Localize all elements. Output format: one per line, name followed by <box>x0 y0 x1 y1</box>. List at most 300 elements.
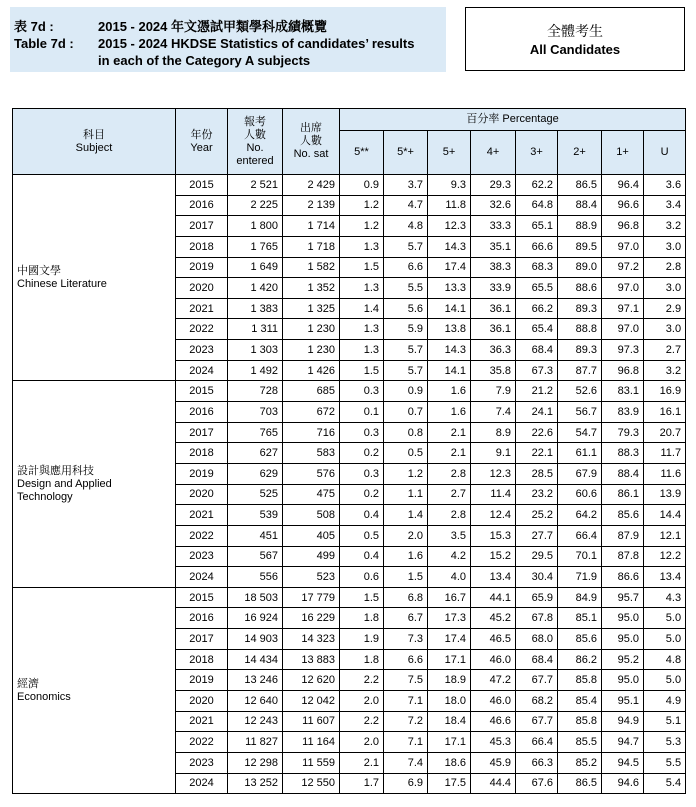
table-label-zh: 表 7d : <box>14 19 54 34</box>
value-cell: 89.0 <box>558 257 602 278</box>
value-cell: 6.6 <box>384 257 428 278</box>
value-cell: 451 <box>228 525 283 546</box>
year-cell: 2017 <box>176 629 228 650</box>
value-cell: 87.9 <box>602 525 644 546</box>
value-cell: 95.7 <box>602 587 644 608</box>
value-cell: 475 <box>283 484 340 505</box>
value-cell: 97.0 <box>602 319 644 340</box>
value-cell: 66.4 <box>516 732 558 753</box>
value-cell: 65.1 <box>516 216 558 237</box>
value-cell: 2.2 <box>340 670 384 691</box>
value-cell: 22.1 <box>516 443 558 464</box>
value-cell: 1 230 <box>283 340 340 361</box>
value-cell: 95.0 <box>602 608 644 629</box>
value-cell: 12.1 <box>644 525 686 546</box>
value-cell: 5.5 <box>644 752 686 773</box>
year-cell: 2019 <box>176 463 228 484</box>
value-cell: 13 883 <box>283 649 340 670</box>
year-cell: 2016 <box>176 195 228 216</box>
value-cell: 2.7 <box>644 340 686 361</box>
value-cell: 5.7 <box>384 360 428 381</box>
value-cell: 4.2 <box>428 546 471 567</box>
value-cell: 89.5 <box>558 236 602 257</box>
value-cell: 14.1 <box>428 360 471 381</box>
value-cell: 0.2 <box>340 443 384 464</box>
value-cell: 1.5 <box>340 257 384 278</box>
value-cell: 97.0 <box>602 278 644 299</box>
sat-header-zh-2: 人數 <box>300 135 322 147</box>
value-cell: 17.3 <box>428 608 471 629</box>
value-cell: 1.8 <box>340 649 384 670</box>
value-cell: 35.1 <box>471 236 516 257</box>
value-cell: 15.3 <box>471 525 516 546</box>
value-cell: 1.2 <box>384 463 428 484</box>
table-body <box>13 175 686 794</box>
grade-header: U <box>644 131 686 175</box>
value-cell: 68.4 <box>516 340 558 361</box>
value-cell: 38.3 <box>471 257 516 278</box>
value-cell: 46.6 <box>471 711 516 732</box>
value-cell: 71.9 <box>558 567 602 588</box>
value-cell: 3.6 <box>644 175 686 196</box>
value-cell: 7.4 <box>384 752 428 773</box>
value-cell: 89.3 <box>558 298 602 319</box>
value-cell: 11.4 <box>471 484 516 505</box>
value-cell: 16.1 <box>644 402 686 423</box>
year-cell: 2021 <box>176 298 228 319</box>
value-cell: 567 <box>228 546 283 567</box>
subject-cell <box>13 587 176 793</box>
value-cell: 85.6 <box>558 629 602 650</box>
value-cell: 1 492 <box>228 360 283 381</box>
value-cell: 1.9 <box>340 629 384 650</box>
value-cell: 66.4 <box>558 525 602 546</box>
year-cell: 2023 <box>176 340 228 361</box>
value-cell: 2 139 <box>283 195 340 216</box>
sat-header <box>283 109 340 175</box>
value-cell: 2.0 <box>384 525 428 546</box>
value-cell: 44.1 <box>471 587 516 608</box>
year-cell: 2020 <box>176 691 228 712</box>
value-cell: 33.3 <box>471 216 516 237</box>
value-cell: 1 649 <box>228 257 283 278</box>
value-cell: 1 582 <box>283 257 340 278</box>
value-cell: 85.1 <box>558 608 602 629</box>
value-cell: 716 <box>283 422 340 443</box>
value-cell: 18.6 <box>428 752 471 773</box>
value-cell: 11 607 <box>283 711 340 732</box>
grade-header: 5+ <box>428 131 471 175</box>
value-cell: 2 429 <box>283 175 340 196</box>
value-cell: 44.4 <box>471 773 516 794</box>
value-cell: 36.1 <box>471 298 516 319</box>
value-cell: 66.2 <box>516 298 558 319</box>
value-cell: 2.2 <box>340 711 384 732</box>
value-cell: 6.9 <box>384 773 428 794</box>
value-cell: 84.9 <box>558 587 602 608</box>
value-cell: 0.5 <box>340 525 384 546</box>
value-cell: 1.4 <box>340 298 384 319</box>
value-cell: 45.2 <box>471 608 516 629</box>
value-cell: 1.7 <box>340 773 384 794</box>
value-cell: 5.0 <box>644 629 686 650</box>
statistics-table <box>12 108 686 794</box>
value-cell: 2.1 <box>340 752 384 773</box>
value-cell: 2.1 <box>428 443 471 464</box>
value-cell: 1 765 <box>228 236 283 257</box>
value-cell: 0.4 <box>340 505 384 526</box>
year-cell: 2020 <box>176 484 228 505</box>
year-cell: 2021 <box>176 505 228 526</box>
year-cell: 2015 <box>176 587 228 608</box>
value-cell: 17.5 <box>428 773 471 794</box>
value-cell: 11 559 <box>283 752 340 773</box>
value-cell: 94.6 <box>602 773 644 794</box>
year-cell: 2023 <box>176 752 228 773</box>
value-cell: 16 924 <box>228 608 283 629</box>
value-cell: 6.6 <box>384 649 428 670</box>
value-cell: 54.7 <box>558 422 602 443</box>
value-cell: 86.5 <box>558 175 602 196</box>
year-header-zh: 年份 <box>190 128 213 141</box>
value-cell: 66.6 <box>516 236 558 257</box>
value-cell: 12 620 <box>283 670 340 691</box>
value-cell: 86.2 <box>558 649 602 670</box>
value-cell: 3.4 <box>644 195 686 216</box>
year-cell: 2022 <box>176 525 228 546</box>
value-cell: 2.7 <box>428 484 471 505</box>
value-cell: 9.3 <box>428 175 471 196</box>
value-cell: 70.1 <box>558 546 602 567</box>
value-cell: 2.8 <box>428 505 471 526</box>
value-cell: 5.7 <box>384 236 428 257</box>
value-cell: 1.4 <box>384 505 428 526</box>
value-cell: 5.1 <box>644 711 686 732</box>
value-cell: 7.3 <box>384 629 428 650</box>
value-cell: 1.5 <box>384 567 428 588</box>
table-title-en-line1: 2015 - 2024 HKDSE Statistics of candidates’ results <box>98 36 415 51</box>
value-cell: 16.9 <box>644 381 686 402</box>
value-cell: 94.7 <box>602 732 644 753</box>
value-cell: 13.4 <box>644 567 686 588</box>
subject-name-en-2: Technology <box>17 490 73 503</box>
value-cell: 1.5 <box>340 360 384 381</box>
value-cell: 65.4 <box>516 319 558 340</box>
value-cell: 12 042 <box>283 691 340 712</box>
value-cell: 17.4 <box>428 257 471 278</box>
value-cell: 88.9 <box>558 216 602 237</box>
value-cell: 52.6 <box>558 381 602 402</box>
value-cell: 0.5 <box>384 443 428 464</box>
value-cell: 33.9 <box>471 278 516 299</box>
value-cell: 5.4 <box>644 773 686 794</box>
value-cell: 18.0 <box>428 691 471 712</box>
value-cell: 1 325 <box>283 298 340 319</box>
value-cell: 4.8 <box>644 649 686 670</box>
value-cell: 556 <box>228 567 283 588</box>
value-cell: 18.4 <box>428 711 471 732</box>
value-cell: 28.5 <box>516 463 558 484</box>
year-cell: 2024 <box>176 360 228 381</box>
value-cell: 1 420 <box>228 278 283 299</box>
value-cell: 0.9 <box>384 381 428 402</box>
value-cell: 499 <box>283 546 340 567</box>
value-cell: 16.7 <box>428 587 471 608</box>
value-cell: 88.3 <box>602 443 644 464</box>
value-cell: 2.8 <box>428 463 471 484</box>
value-cell: 17.1 <box>428 732 471 753</box>
subject-name-zh: 經濟 <box>17 677 39 690</box>
grade-header: 5*+ <box>384 131 428 175</box>
value-cell: 12 243 <box>228 711 283 732</box>
value-cell: 0.1 <box>340 402 384 423</box>
value-cell: 703 <box>228 402 283 423</box>
value-cell: 3.2 <box>644 360 686 381</box>
subject-header-zh: 科目 <box>83 128 105 141</box>
value-cell: 85.2 <box>558 752 602 773</box>
grade-header: 3+ <box>516 131 558 175</box>
value-cell: 0.9 <box>340 175 384 196</box>
value-cell: 1 311 <box>228 319 283 340</box>
value-cell: 0.4 <box>340 546 384 567</box>
value-cell: 1 718 <box>283 236 340 257</box>
value-cell: 5.5 <box>384 278 428 299</box>
value-cell: 1.3 <box>340 236 384 257</box>
value-cell: 1 303 <box>228 340 283 361</box>
year-cell: 2019 <box>176 257 228 278</box>
value-cell: 46.5 <box>471 629 516 650</box>
value-cell: 16 229 <box>283 608 340 629</box>
year-cell: 2023 <box>176 546 228 567</box>
value-cell: 97.3 <box>602 340 644 361</box>
value-cell: 85.8 <box>558 711 602 732</box>
subject-cell <box>13 381 176 587</box>
value-cell: 64.2 <box>558 505 602 526</box>
value-cell: 3.0 <box>644 278 686 299</box>
value-cell: 508 <box>283 505 340 526</box>
value-cell: 67.7 <box>516 711 558 732</box>
value-cell: 2 521 <box>228 175 283 196</box>
sat-header-zh-1: 出席 <box>300 122 322 134</box>
value-cell: 2.0 <box>340 691 384 712</box>
value-cell: 1.6 <box>428 381 471 402</box>
subject-header <box>13 109 176 175</box>
value-cell: 65.5 <box>516 278 558 299</box>
value-cell: 96.8 <box>602 216 644 237</box>
value-cell: 5.6 <box>384 298 428 319</box>
value-cell: 67.7 <box>516 670 558 691</box>
value-cell: 13.8 <box>428 319 471 340</box>
value-cell: 629 <box>228 463 283 484</box>
year-cell: 2018 <box>176 443 228 464</box>
entered-header-zh-2: 人數 <box>244 128 266 141</box>
value-cell: 68.0 <box>516 629 558 650</box>
value-cell: 46.0 <box>471 691 516 712</box>
value-cell: 68.3 <box>516 257 558 278</box>
value-cell: 95.1 <box>602 691 644 712</box>
value-cell: 11.6 <box>644 463 686 484</box>
value-cell: 87.8 <box>602 546 644 567</box>
table-row <box>13 175 686 196</box>
sat-header-en: No. sat <box>293 148 329 160</box>
entered-header-en-2: entered <box>236 154 274 167</box>
value-cell: 1.6 <box>428 402 471 423</box>
value-cell: 1.3 <box>340 319 384 340</box>
value-cell: 672 <box>283 402 340 423</box>
value-cell: 68.4 <box>516 649 558 670</box>
value-cell: 539 <box>228 505 283 526</box>
value-cell: 1 800 <box>228 216 283 237</box>
value-cell: 87.7 <box>558 360 602 381</box>
value-cell: 68.2 <box>516 691 558 712</box>
candidates-label-zh: 全體考生 <box>547 23 603 39</box>
value-cell: 97.2 <box>602 257 644 278</box>
subject-header-en: Subject <box>75 141 113 154</box>
value-cell: 12 640 <box>228 691 283 712</box>
value-cell: 0.3 <box>340 463 384 484</box>
value-cell: 46.0 <box>471 649 516 670</box>
value-cell: 12 298 <box>228 752 283 773</box>
value-cell: 22.6 <box>516 422 558 443</box>
value-cell: 79.3 <box>602 422 644 443</box>
value-cell: 6.7 <box>384 608 428 629</box>
value-cell: 67.3 <box>516 360 558 381</box>
year-cell: 2015 <box>176 175 228 196</box>
value-cell: 15.2 <box>471 546 516 567</box>
value-cell: 65.9 <box>516 587 558 608</box>
value-cell: 2.9 <box>644 298 686 319</box>
value-cell: 3.2 <box>644 216 686 237</box>
value-cell: 0.3 <box>340 422 384 443</box>
value-cell: 728 <box>228 381 283 402</box>
value-cell: 29.3 <box>471 175 516 196</box>
table-title-box <box>10 7 446 72</box>
value-cell: 86.6 <box>602 567 644 588</box>
value-cell: 1.3 <box>340 278 384 299</box>
value-cell: 85.6 <box>602 505 644 526</box>
value-cell: 95.0 <box>602 670 644 691</box>
subject-name-en-1: Economics <box>17 690 71 703</box>
value-cell: 8.9 <box>471 422 516 443</box>
value-cell: 62.2 <box>516 175 558 196</box>
subject-name-en-1: Chinese Literature <box>17 277 107 290</box>
value-cell: 5.0 <box>644 670 686 691</box>
value-cell: 1.6 <box>384 546 428 567</box>
value-cell: 0.6 <box>340 567 384 588</box>
value-cell: 685 <box>283 381 340 402</box>
value-cell: 7.1 <box>384 732 428 753</box>
value-cell: 7.5 <box>384 670 428 691</box>
value-cell: 1 383 <box>228 298 283 319</box>
value-cell: 85.4 <box>558 691 602 712</box>
year-cell: 2021 <box>176 711 228 732</box>
value-cell: 627 <box>228 443 283 464</box>
value-cell: 17.1 <box>428 649 471 670</box>
value-cell: 7.2 <box>384 711 428 732</box>
value-cell: 4.0 <box>428 567 471 588</box>
value-cell: 6.8 <box>384 587 428 608</box>
value-cell: 2.1 <box>428 422 471 443</box>
value-cell: 88.4 <box>558 195 602 216</box>
value-cell: 14.3 <box>428 236 471 257</box>
value-cell: 765 <box>228 422 283 443</box>
value-cell: 83.9 <box>602 402 644 423</box>
grade-header: 4+ <box>471 131 516 175</box>
value-cell: 12.3 <box>471 463 516 484</box>
value-cell: 1.8 <box>340 608 384 629</box>
value-cell: 14 434 <box>228 649 283 670</box>
percentage-header: 百分率 Percentage <box>340 109 686 131</box>
value-cell: 523 <box>283 567 340 588</box>
value-cell: 67.8 <box>516 608 558 629</box>
value-cell: 88.8 <box>558 319 602 340</box>
value-cell: 94.9 <box>602 711 644 732</box>
value-cell: 83.1 <box>602 381 644 402</box>
year-header-en: Year <box>190 141 213 154</box>
value-cell: 5.7 <box>384 340 428 361</box>
value-cell: 14.1 <box>428 298 471 319</box>
subject-cell <box>13 175 176 381</box>
value-cell: 67.9 <box>558 463 602 484</box>
candidates-box <box>465 7 685 71</box>
table-label-en: Table 7d : <box>14 36 74 51</box>
value-cell: 1 230 <box>283 319 340 340</box>
value-cell: 89.3 <box>558 340 602 361</box>
value-cell: 45.3 <box>471 732 516 753</box>
value-cell: 9.1 <box>471 443 516 464</box>
value-cell: 7.4 <box>471 402 516 423</box>
value-cell: 17.4 <box>428 629 471 650</box>
value-cell: 97.0 <box>602 236 644 257</box>
year-cell: 2018 <box>176 649 228 670</box>
value-cell: 66.3 <box>516 752 558 773</box>
value-cell: 35.8 <box>471 360 516 381</box>
value-cell: 11 827 <box>228 732 283 753</box>
value-cell: 36.1 <box>471 319 516 340</box>
value-cell: 7.1 <box>384 691 428 712</box>
year-cell: 2024 <box>176 773 228 794</box>
table-row <box>13 381 686 402</box>
year-cell: 2022 <box>176 732 228 753</box>
value-cell: 14 323 <box>283 629 340 650</box>
value-cell: 405 <box>283 525 340 546</box>
year-cell: 2017 <box>176 216 228 237</box>
candidates-label-en: All Candidates <box>529 42 621 57</box>
value-cell: 67.6 <box>516 773 558 794</box>
subject-name-en-1: Design and Applied <box>17 477 112 490</box>
value-cell: 13.9 <box>644 484 686 505</box>
value-cell: 0.3 <box>340 381 384 402</box>
value-cell: 12.3 <box>428 216 471 237</box>
year-cell: 2016 <box>176 402 228 423</box>
value-cell: 1.5 <box>340 587 384 608</box>
value-cell: 85.5 <box>558 732 602 753</box>
value-cell: 14.3 <box>428 340 471 361</box>
value-cell: 7.9 <box>471 381 516 402</box>
value-cell: 1.1 <box>384 484 428 505</box>
value-cell: 3.5 <box>428 525 471 546</box>
year-cell: 2024 <box>176 567 228 588</box>
value-cell: 56.7 <box>558 402 602 423</box>
value-cell: 14 903 <box>228 629 283 650</box>
value-cell: 1.3 <box>340 340 384 361</box>
value-cell: 97.1 <box>602 298 644 319</box>
value-cell: 27.7 <box>516 525 558 546</box>
value-cell: 3.0 <box>644 236 686 257</box>
value-cell: 4.7 <box>384 195 428 216</box>
value-cell: 1.2 <box>340 195 384 216</box>
year-cell: 2022 <box>176 319 228 340</box>
